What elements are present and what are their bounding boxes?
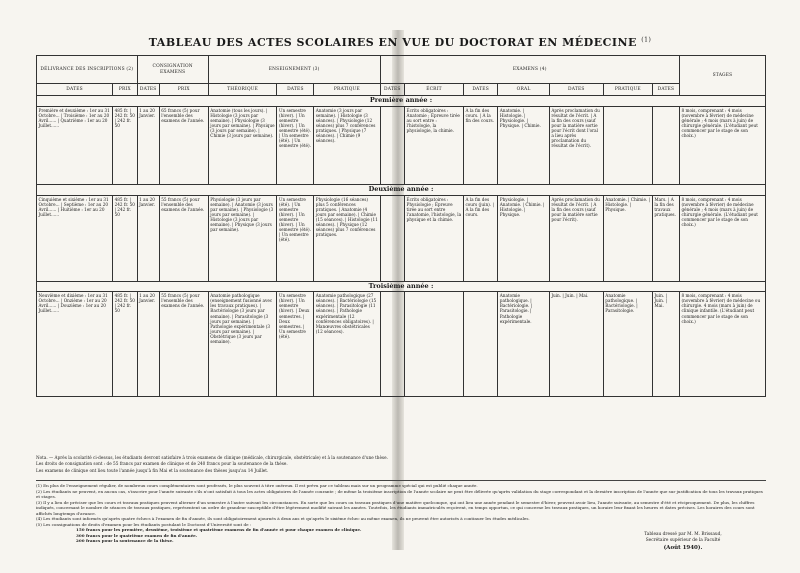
y2-gutter: [380, 195, 405, 281]
col-theorique: THÉORIQUE: [208, 84, 277, 96]
title-footnote-ref: (1): [641, 36, 652, 44]
y3-oral-dates: Juin. | Juin. | Mai.: [549, 292, 603, 397]
y2-stages: 8 mois, comprenant : 4 mois (novembre à février) de médecine générale ; 4 mois (mars à juin) de chirurgie générale. (L'étudiant peut commencer par le stage de son choix.): [679, 195, 765, 281]
year-3-row: [37, 292, 766, 397]
y3-dates-e: [463, 292, 497, 397]
col-dates: DATES: [137, 84, 159, 96]
col-dates: DATES: [37, 84, 113, 96]
nota-section: [36, 455, 766, 474]
y3-ecrit: [405, 292, 464, 397]
year-heading-row: [37, 184, 766, 195]
col-dates: DATES: [380, 84, 405, 96]
y2-consig-dates: 1 au 20 Janvier.: [137, 195, 159, 281]
y3-theorique: Anatomie pathologique (enseignement fusionné avec les travaux pratiques). | Bactériologie (3 jours par semaine). | Parasitologie (3 jours par semaine). | Pathologie expérimentale (3 jours par semaine). | Obstétrique (3 jours par semaine).: [208, 292, 277, 397]
y1-theorique: Anatomie (tous les jours). | Histologie (3 jours par semaine). | Physiologie (3 jours par semaine). | Physique (3 jours par semaine). | Chimie (3 jours par semaine).: [208, 106, 277, 184]
year-heading-row: [37, 281, 766, 292]
y3-consig-prix: 55 francs (5) pour l'ensemble des examens de l'année.: [159, 292, 208, 397]
year-2-row: [37, 195, 766, 281]
y1-gutter: [380, 106, 405, 184]
year-1-row: [37, 106, 766, 184]
year-heading-row: [37, 96, 766, 107]
y1-dates-e: A la fin des cours. | A la fin des cours.: [463, 106, 497, 184]
footnote-1: (1) En plus de l'enseignement régulier, de nombreux cours complémentaires sont professés, le plus souvent à titre onéreux. Il est prévu par ce tableau mais sur un programme spécial qui est publié chaque année.: [36, 483, 478, 488]
y2-pratique-ex: Anatomie. | Chimie. | Histologie. | Physique.: [603, 195, 652, 281]
header-row-1: [37, 56, 766, 84]
signature-line-1: Tableau dressé par M. M. Brissaud,: [644, 532, 722, 537]
y1-consig-dates: 1 au 20 Janvier.: [137, 106, 159, 184]
nota-1: Nota. — Après la scolarité ci-dessus, les étudiants devront satisfaire à trois examens de clinique (médicale, chirurgicale, obstétricale) et à la soutenance d'une thèse.: [36, 455, 388, 460]
col-ecrit: ÉCRIT: [405, 84, 464, 96]
y3-pratique-dates: Juin. | Juin. | Mai.: [652, 292, 679, 397]
col-pratique: PRATIQUE: [314, 84, 380, 96]
y3-pratique-ex: Anatomie pathologique. | Bactériologie. | Parasitologie.: [603, 292, 652, 397]
signature-block: [598, 532, 768, 552]
footnote-5: (5) Les consignations de droits d'examen pour les étudiants postulant le Doctorat d'Université sont de :: [36, 521, 252, 527]
col-dates: DATES: [652, 84, 679, 96]
col-oral: ORAL: [498, 84, 550, 96]
col-prix: PRIX: [159, 84, 208, 96]
nota-2: Les droits de consignation sont : de 55 francs par examen de clinique et de 240 francs pour la soutenance de la thèse.: [36, 461, 288, 467]
title-text: TABLEAU DES ACTES SCOLAIRES EN VUE DU DOCTORAT EN MÉDECINE: [148, 36, 637, 49]
footnote-4: (4) Les étudiants sont informés qu'après quatre échecs à l'examen de fin d'année, ils sont obligatoirement ajournés à deux ans et qu'après le sixième échec au même examen, ils ne peuvent être autorisés à continuer les études médicales.: [36, 516, 530, 522]
y1-ecrit: Écrits obligatoires : Anatomie ; Épreuve tirée au sort entre : l'histologie, la physiologie, la chimie.: [405, 106, 464, 184]
y2-pratique: Physiologie (16 séances) plus 5 conférences pratiques. | Anatomie (4 jours par semaine). | Chimie (15 séances). | Histologie (11 séances). | Physique (12 séances) plus 7 conférences pratiques.: [314, 195, 380, 281]
col-prix: PRIX: [113, 84, 138, 96]
schedule-table: [36, 55, 766, 397]
y2-pratique-dates: Mars. | A la fin des travaux pratiques.: [652, 195, 679, 281]
y2-dates-e: A la fin des cours (juin). | A la fin des cours.: [463, 195, 497, 281]
header-examens: EXAMENS (4): [380, 56, 679, 84]
y1-oral-dates: Après proclamation du résultat de l'écrit. | A la fin des cours (sauf pour la matière sortie pour l'écrit dont l'oral a lieu après proclamation du résultat de l'écrit).: [549, 106, 603, 184]
y1-consig-prix: 65 francs (5) pour l'ensemble des examens de l'année.: [159, 106, 208, 184]
y2-prix: 485 fr. | 242 fr. 50 | 242 fr. 50: [113, 195, 138, 281]
year-2-heading: Deuxième année :: [37, 184, 766, 195]
y2-consig-prix: 55 francs (5) pour l'ensemble des examens de l'année.: [159, 195, 208, 281]
y1-dates-t: Un semestre (hiver). | Un semestre (hiver). | Un semestre (été). | Un semestre (été). | Un semestre (été).: [277, 106, 314, 184]
y1-stages: 8 mois, comprenant : 4 mois (novembre à février) de médecine générale ; 4 mois (mars à juin) de chirurgie générale. (L'étudiant peut commencer par le stage de son choix.): [679, 106, 765, 184]
y1-inscriptions: Première et deuxième : 1er au 31 Octobre... | Troisième : 1er au 20 Avril...... | Quatrième : 1er au 20 Juillet......: [37, 106, 113, 184]
y1-pratique-ex: [603, 106, 652, 184]
y1-pratique-dates: [652, 106, 679, 184]
y3-stages: 8 mois, comprenant : 4 mois (novembre à février) de médecine ou chirurgie. 4 mois (mars à juin) de clinique infantile. (L'étudiant peut commencer par le stage de son choix.): [679, 292, 765, 397]
y2-oral: Physiologie. | Anatomie. | Chimie. | Histologie. | Physique.: [498, 195, 550, 281]
col-dates: DATES: [463, 84, 497, 96]
header-consignation: CONSIGNATION EXAMENS: [137, 56, 208, 84]
signature-line-2: Secrétaire supérieur de la Faculté: [645, 537, 721, 543]
y3-prix: 485 fr. | 242 fr. 50 | 242 fr. 50: [113, 292, 138, 397]
y2-ecrit: Écrits obligatoires : Physiologie ; Épreuve tirée au sort entre l'anatomie, l'histologie, la physique et la chimie.: [405, 195, 464, 281]
y3-dates-t: Un semestre (hiver). | Un semestre (hiver). | Deux semestres. | Deux semestres. | Un semestre (été).: [277, 292, 314, 397]
y1-oral: Anatomie. | Histologie. | Physiologie. | Physique. | Chimie.: [498, 106, 550, 184]
footnote-3: (3) Il y a lieu de préciser que les cours et travaux pratiques peuvent alterner d'un semestre à l'autre suivant les circonstances. En sorte que les cours ou travaux pratiques d'une matière quelconque, qui ont lieu une année pendant le semestre d'hiver, peuvent avoir lieu, l'année suivante, au semestre d'été et réciproquement. De plus, les chiffres indiqués, concernant le nombre de séances de travaux pratiques, représentent un ordre de grandeur susceptible d'être légèrement modifié suivant les années. Toutefois, les étudiants immatriculés reçoivent, en temps opportun, ce qui concerne les travaux pratiques, un horaire leur fixant les heures et dates précises. Les horaires des cours sont affichés longtemps d'avance.: [36, 499, 755, 516]
y2-theorique: Physiologie (3 jours par semaine). | Anatomie (3 jours par semaine). | Physiologie (3 jours par semaine). | Histologie (3 jours par semaine). | Physique (3 jours par semaine).: [208, 195, 277, 281]
header-row-2: [37, 84, 766, 96]
y3-pratique: Anatomie pathologique (27 séances). | Bactériologie (15 séances). | Parasitologie (11 séances). | Pathologie expérimentale (12 conférences obligatoires). | Manœuvres obstétricales (12 séances).: [314, 292, 380, 397]
signature-date: (Août 1940).: [663, 544, 703, 551]
y2-oral-dates: Après proclamation du résultat de l'écrit. | A la fin des cours (sauf pour la matière sortie pour l'écrit).: [549, 195, 603, 281]
y2-inscriptions: Cinquième et sixième : 1er au 31 Octobre... | Septième : 1er au 20 Avril...... | Huitième : 1er au 20 Juillet......: [37, 195, 113, 281]
header-enseignement: ENSEIGNEMENT (3): [208, 56, 380, 84]
col-pratique: PRATIQUE: [603, 84, 652, 96]
y1-prix: 485 fr. | 242 fr. 50 | 242 fr. 50: [113, 106, 138, 184]
header-delivrance: DÉLIVRANCE DES INSCRIPTIONS (2): [37, 56, 138, 84]
y2-dates-t: Un semestre (été). | Un semestre (hiver). | Un semestre (hiver). | Un semestre (été). | Un semestre (été).: [277, 195, 314, 281]
y3-oral: Anatomie pathologique. | Bactériologie. | Parasitologie. | Pathologie expérimentale.: [498, 292, 550, 397]
col-dates: DATES: [549, 84, 603, 96]
year-1-heading: Première année :: [37, 96, 766, 107]
y3-inscriptions: Neuvième et dixième : 1er au 31 Octobre... | Onzième : 1er au 20 Avril...... | Douzième : 1er au 20 Juillet......: [37, 292, 113, 397]
col-dates: DATES: [277, 84, 314, 96]
footnote-2: (2) Les étudiants ne peuvent, en aucun cas, s'inscrire pour l'année suivante s'ils n'ont satisfait à tous les actes obligatoires de l'année courante ; de même la troisième inscription de l'année scolaire ne peut être délivrée qu'après validation du stage correspondant et la dernière inscription de l'année que sur justification de tous les travaux pratiques et stages.: [36, 488, 763, 500]
year-3-heading: Troisième année :: [37, 281, 766, 292]
y1-pratique: Anatomie (3 jours par semaine). | Histologie (3 séances). | Physiologie (12 séances) plus 7 conférences pratiques. | Physique (7 séances). | Chimie (9 séances).: [314, 106, 380, 184]
y3-consig-dates: 1 au 20 Janvier.: [137, 292, 159, 397]
fee-line-2: 300 francs pour le quatrième examen de fin d'année.: [76, 532, 198, 538]
y3-gutter: [380, 292, 405, 397]
nota-3: Les examens de clinique ont lieu toute l'année jusqu'à fin Mai et la soutenance des thèses jusqu'au 14 Juillet.: [36, 467, 269, 473]
fee-line-1: 150 francs pour les première, deuxième, troisième et quatrième examens de fin d'année et pour chaque examen de clinique.: [76, 527, 362, 533]
fee-line-3: 200 francs pour la soutenance de la thèse.: [76, 538, 174, 544]
header-stages: STAGES: [679, 56, 765, 96]
document-title: [0, 36, 800, 49]
